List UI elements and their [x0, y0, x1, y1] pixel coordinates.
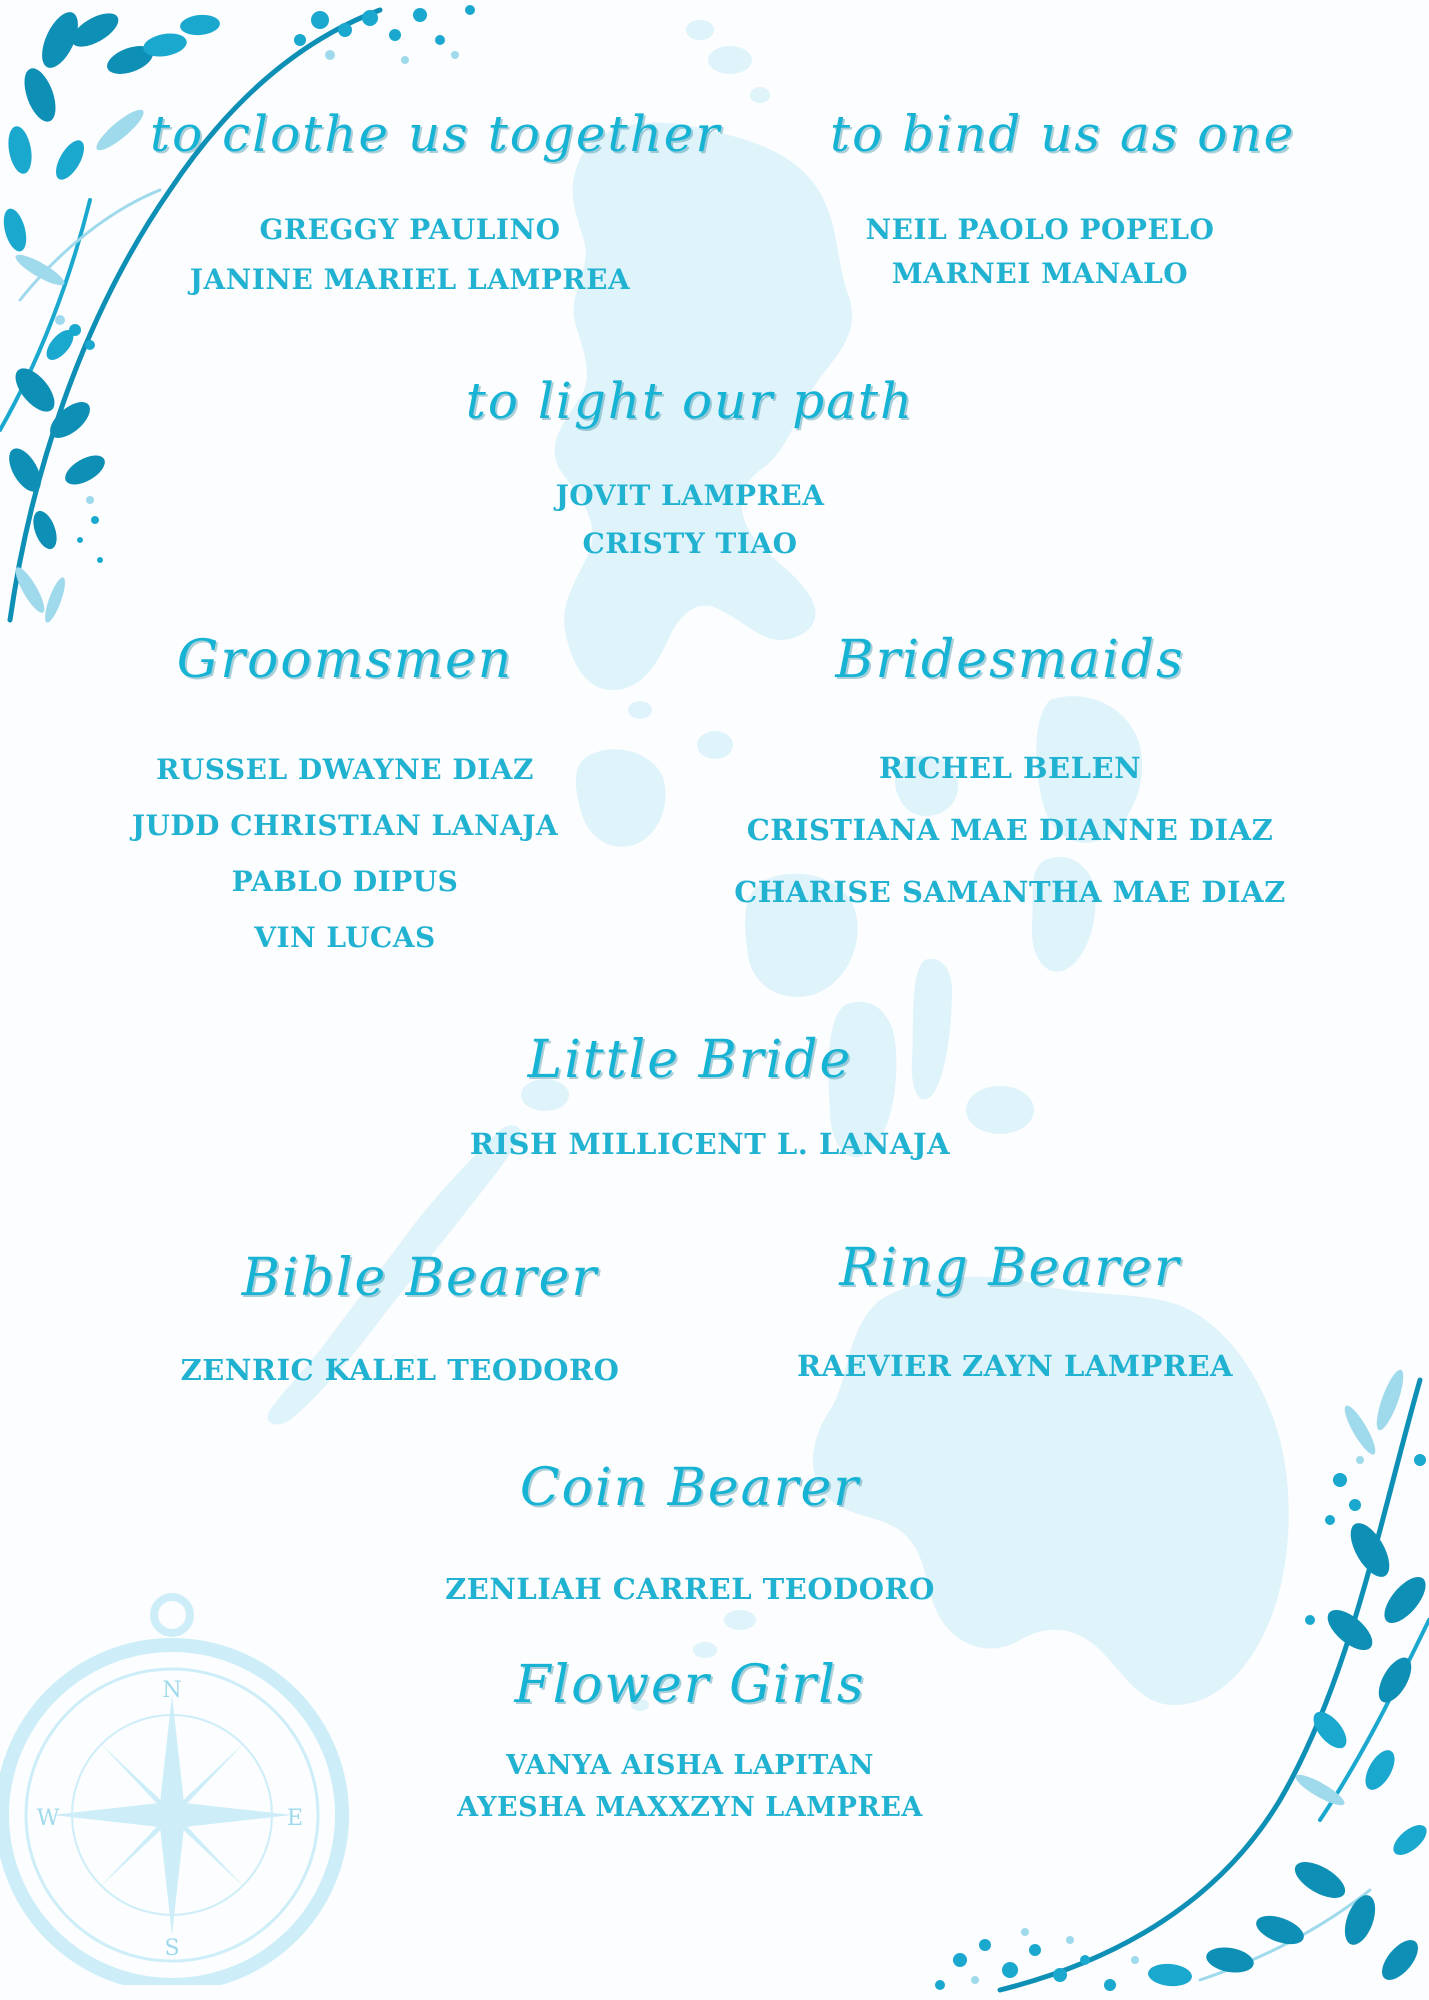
bridesmaids-names	[710, 746, 1310, 932]
bridesmaids-title: Bridesmaids	[835, 630, 1185, 690]
bible-bearer-names	[150, 1348, 650, 1392]
flower-girls-name: VANYA AISHA LAPITAN	[506, 1750, 874, 1781]
bible-bearer-name: ZENRIC KALEL TEODORO	[180, 1353, 620, 1387]
flower-girls-title: Flower Girls	[514, 1655, 866, 1715]
little-bride-title: Little Bride	[527, 1030, 853, 1090]
ring-bearer-name: RAEVIER ZAYN LAMPREA	[796, 1349, 1234, 1383]
compass-e: E	[286, 1806, 304, 1831]
bible-bearer-title: Bible Bearer	[241, 1248, 599, 1308]
ring-bearer-title: Ring Bearer	[839, 1238, 1181, 1298]
clothe-name: GREGGY PAULINO	[259, 213, 561, 246]
groomsmen-name: RUSSEL DWAYNE DIAZ	[156, 753, 534, 786]
groomsmen-name: JUDD CHRISTIAN LANAJA	[131, 809, 559, 842]
light-name: CRISTY TIAO	[582, 527, 798, 560]
bridesmaids-name: CHARISE SAMANTHA MAE DIAZ	[734, 875, 1286, 909]
clothe-title: to clothe us together	[150, 105, 722, 163]
light-title: to light our path	[465, 372, 915, 430]
groomsmen-name: VIN LUCAS	[254, 921, 436, 954]
compass-s: S	[164, 1936, 180, 1961]
light-name: JOVIT LAMPREA	[555, 479, 825, 512]
flower-girls-name: AYESHA MAXXZYN LAMPREA	[457, 1792, 923, 1823]
clothe-names	[150, 210, 670, 310]
ring-bearer-names	[760, 1344, 1270, 1388]
compass-icon	[0, 1585, 350, 1985]
coin-bearer-title: Coin Bearer	[519, 1458, 861, 1518]
groomsmen-title: Groomsmen	[176, 630, 514, 690]
compass-w: W	[36, 1806, 60, 1831]
bridesmaids-name: RICHEL BELEN	[878, 751, 1142, 785]
bind-name: MARNEI MANALO	[891, 257, 1189, 290]
compass-n: N	[162, 1678, 182, 1703]
bind-name: NEIL PAOLO POPELO	[865, 213, 1215, 246]
bind-names	[830, 210, 1250, 298]
groomsmen-name: PABLO DIPUS	[231, 865, 459, 898]
groomsmen-names	[100, 748, 590, 972]
little-bride-name: RISH MILLICENT L. LANAJA	[469, 1127, 951, 1161]
light-names	[440, 476, 940, 572]
little-bride-names	[410, 1122, 1010, 1166]
coin-bearer-name: ZENLIAH CARREL TEODORO	[445, 1572, 935, 1606]
coin-bearer-names	[400, 1567, 980, 1611]
leaf-branch-icon	[900, 1320, 1429, 2000]
clothe-name: JANINE MARIEL LAMPREA	[189, 263, 631, 296]
flower-girls-names	[420, 1745, 960, 1829]
bind-title: to bind us as one	[830, 105, 1296, 163]
bridesmaids-name: CRISTIANA MAE DIANNE DIAZ	[746, 813, 1274, 847]
